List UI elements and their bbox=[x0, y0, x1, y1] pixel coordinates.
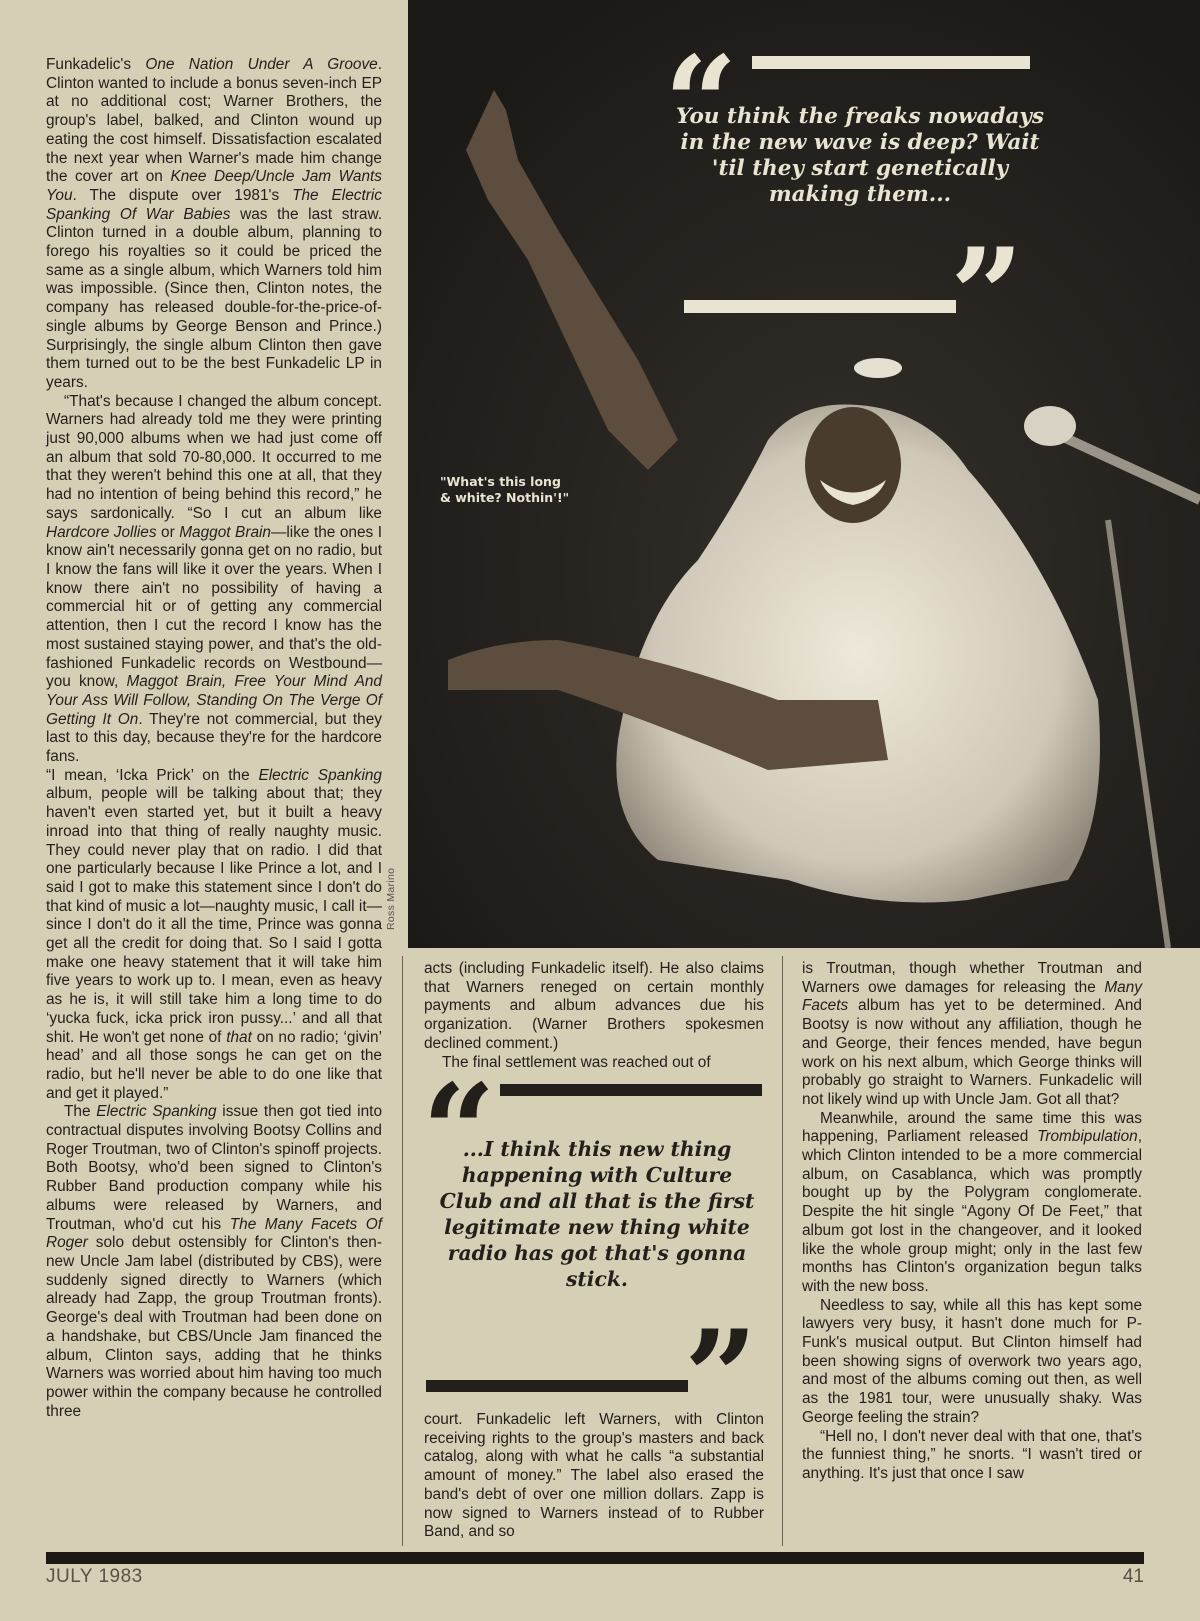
article-column-1 bbox=[46, 56, 382, 1421]
column-rule bbox=[402, 956, 403, 1546]
column-rule bbox=[782, 956, 783, 1546]
quote-bar-bottom bbox=[426, 1380, 688, 1392]
photo-caption: "What's this long & white? Nothin'!" bbox=[440, 474, 570, 505]
article-paragraph: Needless to say, while all this has kept some lawyers very busy, it hasn't done much for P-Funk's musical output. But Clinton himself had been showing signs of overwork two years ago, and most of the albums coming out then, as well as the 1981 tour, were unusually shaky. Was George feeling the strain? bbox=[802, 1296, 1142, 1426]
pull-quote-2: ...I think this new thing happening with Culture Club and all that is the first legitimate new thing white radio has got that's gonna stick. bbox=[439, 1137, 755, 1291]
quote-bar-bottom bbox=[684, 300, 956, 313]
article-paragraph: is Troutman, though whether Troutman and Warners owe damages for releasing the Many Facets album has yet to be determined. And Bootsy is now without any affiliation, though he and George, their fences mended, have begun work on his next album, which George thinks will probably go straight to Warners. Funkadelic will not likely wind up with Uncle Jam. Got all that? bbox=[802, 960, 1142, 1108]
article-paragraph: court. Funkadelic left Warners, with Clinton receiving rights to the group's masters and back catalog, along with what he calls “a substantial amount of money.” The label also erased the band's debt of over one million dollars. Zapp is now signed to Warners instead of to Rubber Band, and so bbox=[424, 1411, 764, 1541]
article-paragraph: The Electric Spanking issue then got tied into contractual disputes involving Bootsy Collins and Roger Troutman, two of Clinton's spinoff projects. Both Bootsy, who'd been signed to Clinton's Rubber Band production company while his albums were released by Warners, and Troutman, who'd cut his The Many Facets Of Roger solo debut ostensibly for Clinton's then-new Uncle Jam label (distributed by CBS), were suddenly signed directly to Warners (which already had Zapp, the group Troutman fronts). George's deal with Troutman had been done on a handshake, but CBS/Uncle Jam financed the album, Clinton says, adding that he thinks Warners was worried about him having too much power within the company because he controlled three bbox=[46, 1103, 382, 1420]
article-column-2-top bbox=[424, 960, 764, 1072]
quote-bar-top bbox=[500, 1084, 762, 1096]
page-number: 41 bbox=[1122, 1566, 1144, 1587]
article-paragraph: Funkadelic's One Nation Under A Groove. Clinton wanted to include a bonus seven-inch EP at no additional cost; Warner Brothers, the group's label, balked, and Clinton wound up eating the cost himself. Dissatisfaction escalated the next year when Warner's made him change the cover art on Knee Deep/Uncle Jam Wants You. The dispute over 1981's The Electric Spanking Of War Babies was the last straw. Clinton turned in a double album, planning to forego his royalties so it could be priced the same as a single album, which Warners told him was impossible. (Since then, Clinton notes, the company has released double-for-the-price-of-single albums by George Benson and Prince.) Surprisingly, the single album Clinton then gave them turned out to be the best Funkadelic LP in years. bbox=[46, 56, 383, 391]
open-quote-icon: “ bbox=[664, 29, 738, 179]
issue-date: JULY 1983 bbox=[46, 1566, 143, 1587]
article-paragraph: “I mean, ‘Icka Prick’ on the Electric Spanking album, people will be talking about that; they haven't even started yet, but it built a heavy inroad into that thing of really naughty music. They could never play that on radio. I did that one particularly because I like Prince a lot, and I said I got to make this statement since I don't do that kind of music a lot—naughty music, I call it—since I don't do it all the time, Prince was gonna get all the credit for doing that. So I said I gotta make one heavy statement that it will take him five years to work up to. I mean, even as heavy as he is, it will still take him a long time to do ‘yucka fuck, icka prick iron pussy...’ and all that shit. He won't get none of that on no radio; ‘givin’ head’ and all those songs he can get on the radio, but he'll never be able to do one like that and get it played.” bbox=[46, 766, 382, 1102]
open-quote-icon: “ bbox=[422, 1057, 496, 1207]
article-paragraph: “That's because I changed the album concept. Warners had already told me they were printing just 90,000 albums when we had just come off an album that sold 70-80,000. It occurred to me that they weren't behind this one at all, that they had no intention of being behind this record,” he says sardonically. “So I cut an album like Hardcore Jollies or Maggot Brain—like the ones I know ain't necessarily gonna get on no radio, but I know the fans will like it over the years. When I know there ain't no possibility of having a commercial hit or of getting any commercial attention, then I cut the record I know has the most sustained staying power, and that's the old-fashioned Funkadelic records on Westbound—you know, Maggot Brain, Free Your Mind And Your Ass Will Follow, Standing On The Verge Of Getting It On. They're not commercial, but they last to this day, because they're for the hardcore fans. bbox=[46, 392, 383, 766]
quote-bar-top bbox=[752, 56, 1030, 69]
footer-rule bbox=[46, 1552, 1144, 1564]
article-paragraph: “Hell no, I don't never deal with that one, that's the funniest thing,” he snorts. “I wasn't tired or anything. It's just that once I saw bbox=[802, 1427, 1142, 1482]
article-paragraph: Meanwhile, around the same time this was happening, Parliament released Trombipulation, which Clinton intended to be a more commercial album, on Casablanca, which was promptly bought up by the Polygram conglomerate. Despite the hit single “Agony Of De Feet,” that album got lost in the changeover, and it looked like the whole group might; only in the last few months has Clinton's organization begun talks with the new boss. bbox=[802, 1109, 1142, 1295]
close-quote-icon: ” bbox=[950, 221, 1024, 371]
photo-credit: Ross Marino bbox=[385, 867, 397, 930]
pull-quote-1: You think the freaks nowadays in the new wave is deep? Wait 'til they start genetically making them... bbox=[675, 104, 1045, 207]
article-column-2-bottom bbox=[424, 1411, 764, 1542]
article-paragraph: acts (including Funkadelic itself). He also claims that Warners reneged on certain monthly payments and album advances due his organization. (Warner Brothers spokesmen declined comment.) bbox=[424, 960, 764, 1052]
close-quote-icon: ” bbox=[684, 1303, 758, 1453]
article-column-3 bbox=[802, 960, 1142, 1484]
article-paragraph: The final settlement was reached out of bbox=[442, 1053, 711, 1071]
